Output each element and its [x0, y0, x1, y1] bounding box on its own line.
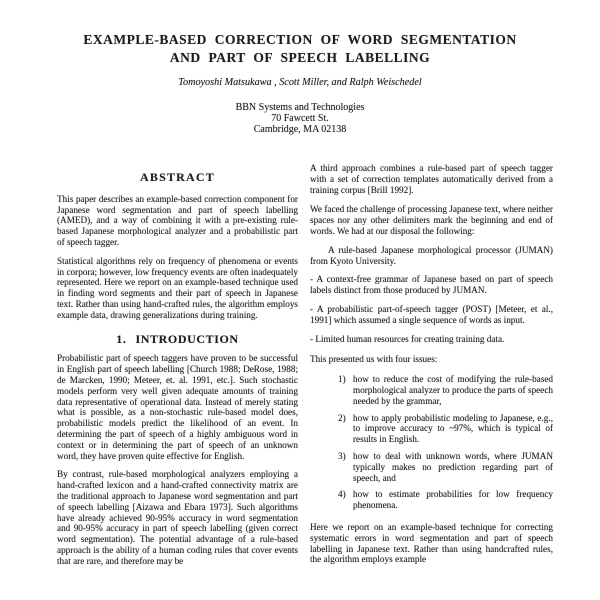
issue-number-1: 1)	[338, 374, 346, 385]
issue-number-3: 3)	[338, 450, 346, 461]
issue-text-4: how to estimate probabilities for low frequency phenomena.	[353, 489, 553, 511]
resource-item-human-resources: - Limited human resources for creating training data.	[310, 333, 505, 344]
introduction-heading	[57, 331, 298, 346]
paper-title-line-1: EXAMPLE-BASED CORRECTION OF WORD SEGMENTATION	[83, 32, 517, 47]
issue-item-1	[310, 374, 553, 406]
right-column	[310, 163, 553, 600]
issue-text-1: how to reduce the cost of modifying the rule-based morphological analyzer to produce the parts of speech needed by the grammar,	[353, 374, 553, 406]
resource-item-juman: A rule-based Japanese morphological processor (JUMAN) from Kyoto University.	[310, 244, 553, 266]
abstract-paragraph-2: Statistical algorithms rely on frequency of phenomena or events in corpora; however, low frequency events are often inadequately represented. Here we report on an example-based technique used in finding word segments and their part of speech in Japanese text. Rather than using hand-crafted rules, the algorithm employs example data, drawing generalizations during training.	[57, 255, 298, 320]
paper-header	[0, 31, 600, 135]
left-column	[57, 172, 298, 600]
resource-item-post-tagger: - A probabilistic part-of-speech tagger (POST) [Meteer, et al., 1991] which assumed a single sequence of words as input.	[310, 303, 553, 325]
affiliation-block	[0, 102, 600, 135]
issue-text-2: how to apply probabilistic modeling to Japanese, e.g., to improve accuracy to ~97%, which is typical of results in English.	[353, 412, 553, 445]
affiliation-org: BBN Systems and Technologies	[235, 102, 365, 113]
affiliation-street: 70 Fawcett St.	[271, 113, 329, 124]
introduction-paragraph-2: By contrast, rule-based morphological analyzers employing a hand-crafted lexicon and a hand-crafted connectivity matrix are the traditional approach to Japanese word segmentation and part of speech labelling [Aizawa and Ebara 1973]. Such algorithms have already achieved 90-95% accuracy in word segmentation and 90-95% accuracy in part of speech labelling (given correct word segmentation). The potential advantage of a rule-based approach is the ability of a human coding rules that cover events that are rare, and therefore may be	[57, 469, 298, 566]
paper-title-line-2: AND PART OF SPEECH LABELLING	[169, 49, 431, 65]
third-approach-paragraph: A third approach combines a rule-based part of speech tagger with a set of correction templates automatically derived from a training corpus [Brill 1992].	[310, 163, 553, 195]
introduction-heading-text: INTRODUCTION	[135, 331, 239, 346]
challenge-paragraph: We faced the challenge of processing Japanese text, where neither spaces nor any other delimiters mark the beginning and end of words. We had at our disposal the following:	[310, 204, 553, 236]
issue-number-4: 4)	[338, 489, 346, 500]
abstract-heading: ABSTRACT	[140, 172, 215, 184]
issue-item-2	[310, 413, 553, 445]
issue-item-4	[310, 489, 553, 511]
abstract-paragraph-1: This paper describes an example-based correction component for Japanese word segmentation and part of speech labelling (AMED), and a way of combining it with a pre-existing rule-based Japanese morphological analyzer and a probabilistic part of speech tagger.	[57, 193, 298, 247]
issues-intro: This presented us with four issues:	[310, 354, 438, 365]
introduction-paragraph-1: Probabilistic part of speech taggers have proven to be successful in English part of speech labelling [Church 1988; DeRose, 1988; de Marcken, 1990; Meteer, et. al. 1991, etc.]. Such stochastic models perform very well given adequate amounts of training data representative of operational data. Instead of merely stating what is possible, as a non-stochastic rule-based model does, probabilistic models predict the likelihood of an event. In determining the part of speech of a highly ambiguous word in context or in determining the part of speech of an unknown word, they have proven quite effective for English.	[57, 353, 298, 461]
issue-item-3	[310, 451, 553, 483]
issue-number-2: 2)	[338, 412, 346, 423]
affiliation-city: Cambridge, MA 02138	[253, 124, 347, 135]
authors-line: Tomoyoshi Matsukawa , Scott Miller, and Ralph Weischedel	[178, 77, 422, 88]
resource-item-grammar: - A context-free grammar of Japanese based on part of speech labels distinct from those produced by JUMAN.	[310, 274, 553, 296]
issue-text-3: how to deal with unknown words, where JUMAN typically makes no prediction regarding part of speech, and	[353, 450, 553, 483]
closing-paragraph: Here we report on an example-based technique for correcting systematic errors in word segmentation and part of speech labelling in Japanese text. Rather than using handcrafted rules, the algorithm employs example	[310, 521, 553, 565]
introduction-heading-number: 1.	[116, 331, 127, 346]
